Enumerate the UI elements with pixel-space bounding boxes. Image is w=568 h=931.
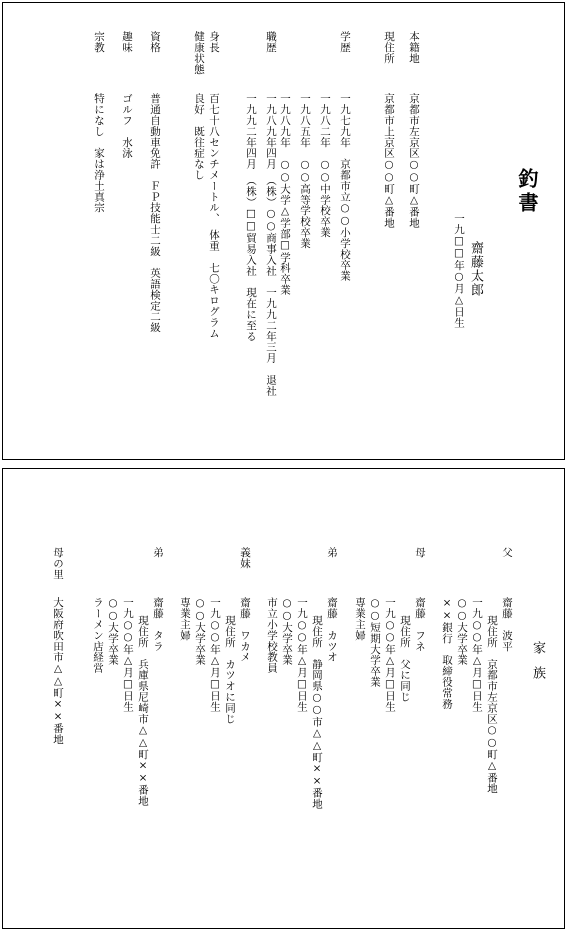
member-detail: ××銀行 取締役常務: [441, 597, 453, 709]
genjusho-label: 現住所: [383, 31, 395, 64]
shikaku-value: 普通自動車免許 ＦＰ技能士二級 英語検定二級: [149, 93, 161, 333]
shincho-value: 百七十八センチメートル、 体重 七〇キログラム: [208, 93, 220, 339]
hahanosato-label: 母の里: [52, 547, 64, 580]
member-name: 齋藤 波平: [501, 597, 513, 652]
member-detail: ○○大学卒業: [456, 597, 468, 666]
shukyo-value: 特になし 家は浄土真宗: [93, 93, 105, 213]
honseki-label: 本籍地: [408, 31, 420, 64]
page-one: [2, 2, 565, 460]
shokureki-line-2: 一九九二年四月 （株）□□貿易入社 現在に至る: [245, 93, 257, 342]
relation-label: 義妹: [239, 547, 251, 569]
member-detail: 一九○○年△月□日生: [209, 597, 221, 712]
member-detail: 現住所 カツオに同じ: [224, 615, 236, 724]
shincho-label: 身長: [208, 31, 220, 53]
applicant-name: 齋藤太郎: [468, 241, 483, 297]
member-detail: ○○短期大学卒業: [369, 597, 381, 688]
member-name: 齋藤 カツオ: [326, 597, 338, 663]
page-two: [2, 468, 565, 929]
hahanosato-value: 大阪府吹田市△△町××番地: [52, 597, 64, 745]
document-title: 釣書: [515, 168, 539, 216]
relation-label: 父: [501, 547, 513, 558]
gakureki-line-4: 一九八九年 ○○大学△学部□学科卒業: [279, 93, 291, 296]
relation-label: 弟: [326, 547, 338, 558]
member-detail: ○○大学卒業: [281, 597, 293, 666]
member-name: 齋藤 ワカメ: [239, 597, 251, 663]
member-detail: 現住所 兵庫県尼崎市△△町××番地: [137, 615, 149, 807]
family-title: 家族: [530, 641, 545, 691]
member-detail: 現住所 父に同じ: [399, 615, 411, 703]
member-detail: 現住所 静岡県○○市△△町××番地: [311, 615, 323, 810]
applicant-birthdate: 一九□□年○月△日生: [453, 213, 465, 328]
shokureki-line-1: 一九八九年四月 （株）○○商事入社 一九九二年三月 退社: [265, 93, 277, 396]
member-detail: 専業主婦: [179, 597, 191, 641]
gakureki-line-1: 一九七九年 京都市立○○小学校卒業: [339, 93, 351, 282]
member-name: 齋藤 タラ: [152, 597, 164, 652]
member-detail: 一九○○年△月□日生: [471, 597, 483, 712]
member-detail: 専業主婦: [354, 597, 366, 641]
honseki-value: 京都市左京区○○町△番地: [408, 93, 420, 229]
shumi-label: 趣味: [121, 31, 133, 53]
member-detail: ○○大学卒業: [107, 597, 119, 666]
member-detail: 一九○○年△月□日生: [296, 597, 308, 712]
gakureki-line-3: 一九八五年 ○○高等学校卒業: [299, 93, 311, 249]
genjusho-value: 京都市上京区○○町△番地: [383, 93, 395, 229]
shokureki-label: 職歴: [265, 31, 277, 53]
shumi-value: ゴルフ 水泳: [121, 93, 133, 159]
member-detail: 一九○○年△月□日生: [122, 597, 134, 712]
shikaku-label: 資格: [149, 31, 161, 53]
member-detail: 現住所 京都市左京区○○町△番地: [486, 615, 498, 794]
member-detail: 市立小学校教員: [266, 597, 278, 674]
relation-label: 母: [414, 547, 426, 558]
member-detail: ラーメン店経営: [92, 597, 104, 674]
shukyo-label: 宗教: [93, 31, 105, 53]
kenko-label: 健康状態: [193, 31, 205, 75]
member-detail: 一九○○年△月□日生: [384, 597, 396, 712]
gakureki-label: 学歴: [339, 31, 351, 53]
member-detail: ○○大学卒業: [194, 597, 206, 666]
kenko-value: 良好 既往症なし: [193, 93, 205, 181]
relation-label: 弟: [152, 547, 164, 558]
gakureki-line-2: 一九八二年 ○○中学校卒業: [319, 93, 331, 238]
member-name: 齋藤 フネ: [414, 597, 426, 652]
